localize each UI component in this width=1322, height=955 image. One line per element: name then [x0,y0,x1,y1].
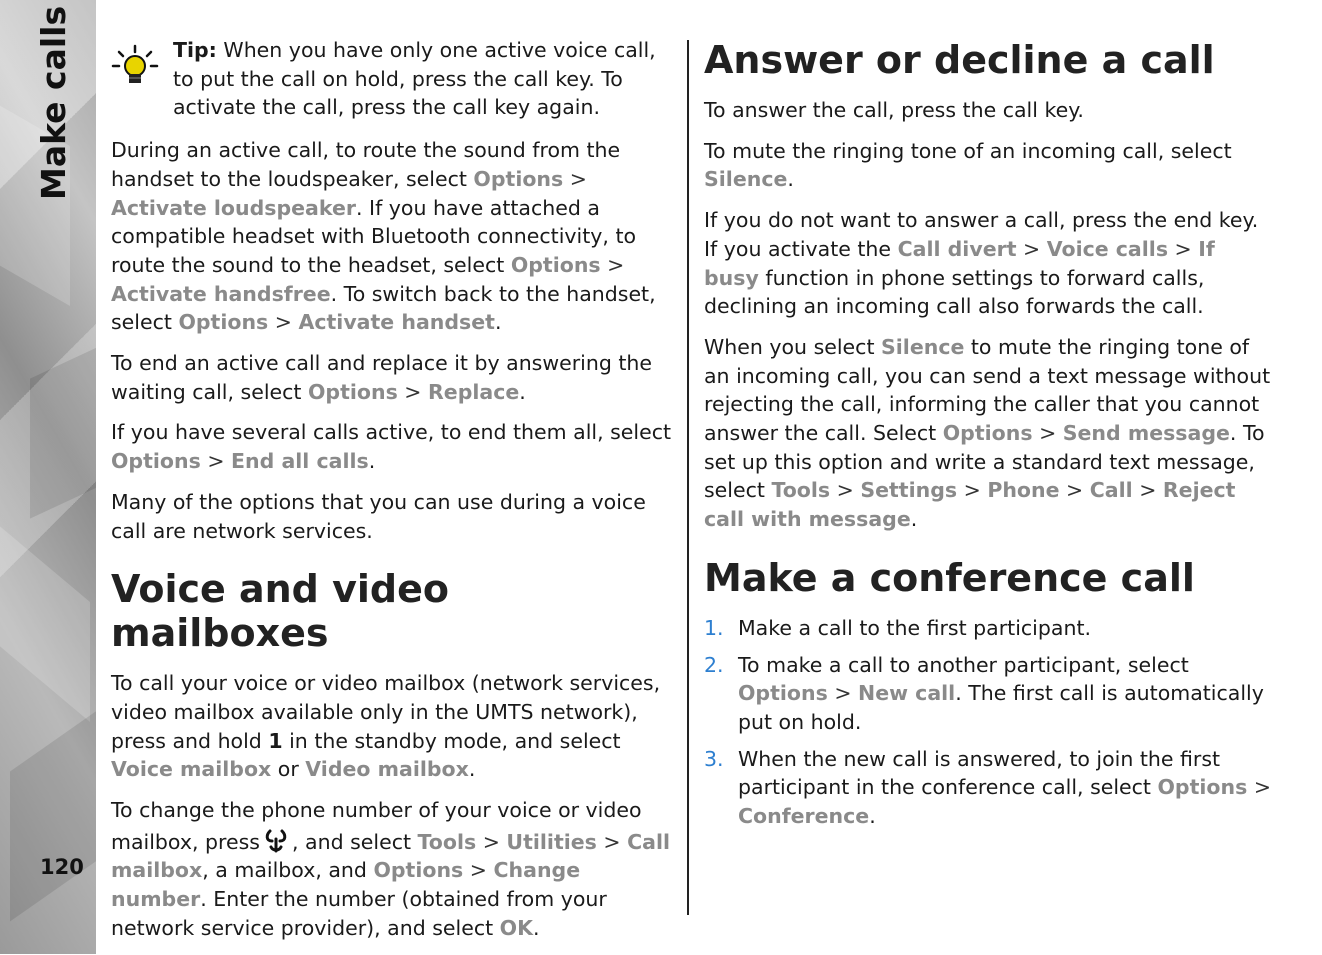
list-item [704,614,1274,643]
path-separator: > [600,252,625,277]
strip-facet [0,518,90,722]
text: When the new call is answered, to join the first participant in the conference call, select [738,746,1221,800]
ui-silence: Silence [704,167,788,192]
path-separator: > [830,478,861,503]
path-separator: > [200,449,232,474]
ui-options: Options [307,379,398,404]
text: . [910,507,918,532]
path-separator: > [827,681,859,706]
text: to mute the ringing tone of an incoming call, you can send a text message without rejecting the call, informing the caller that you cannot answer the call. Select [704,334,1271,446]
text: During an active call, to route the sound from the handset to the loudspeaker, select [111,138,621,191]
text: To make a call to another participant, select [738,652,1189,677]
right-column [704,36,1274,839]
paragraph-change-number [111,796,676,943]
ui-phone: Phone [987,478,1060,503]
ui-settings: Settings [860,478,958,503]
ui-options: Options [373,858,464,883]
menu-key-icon [264,825,288,855]
section-title: Make calls [34,5,73,200]
tip-box [111,36,676,122]
text: , and select [291,829,418,854]
ui-end-all-calls: End all calls [231,449,369,474]
ui-new-call: New call [858,681,956,706]
paragraph-reject-message [704,333,1274,534]
conference-steps [704,614,1274,831]
list-item [704,651,1274,737]
text: To mute the ringing tone of an incoming call, select [704,138,1232,163]
ui-silence: Silence [881,334,965,359]
text: . If you have attached a compatible headset with Bluetooth connectivity, to route the sound to the headset, select [111,195,637,277]
ui-tools: Tools [771,478,831,503]
text: , a mailbox, and [202,858,374,883]
path-separator: > [1059,478,1090,503]
path-separator: > [1032,421,1063,446]
heading-conference: Make a conference call [704,555,1195,600]
text: in the standby mode, and select [282,728,621,753]
ui-call: Call [1089,478,1133,503]
heading-mailboxes: Voice and video mailboxes [111,567,449,656]
path-separator: > [1168,236,1199,261]
paragraph-call-mailbox [111,669,676,784]
paragraph-answer: To answer the call, press the call key. [704,98,1084,122]
path-separator: > [563,166,587,191]
text: . [787,167,794,192]
side-strip [0,0,96,954]
ui-activate-handsfree: Activate handsfree [111,281,331,306]
path-separator: > [397,379,428,404]
text: When you select [704,334,881,359]
ui-tools: Tools [417,829,477,854]
path-separator: > [1132,478,1163,503]
path-separator: > [268,310,299,335]
ui-options: Options [111,449,201,474]
ui-options: Options [1157,775,1248,800]
paragraph-network-services: Many of the options that you can use during a voice call are network services. [111,489,646,543]
text: If you do not want to answer a call, press the end key. If you activate the [704,208,1259,261]
ui-options: Options [942,421,1033,446]
text: To change the phone number of your voice or video mailbox, press [111,798,642,854]
text: . [869,804,876,829]
text: If you have several calls active, to end them all, select [111,420,672,445]
text: or [271,757,306,782]
page-number: 120 [40,855,84,879]
paragraph-end-all [111,418,676,475]
ui-if-busy: If busy [704,236,1215,290]
paragraph-replace [111,349,676,406]
ui-reject-call-with-message: Reject call with message [704,478,1236,532]
text: . [519,379,526,404]
path-separator: > [1247,775,1272,800]
ui-change-number: Change number [111,858,581,912]
text: . [532,915,540,940]
path-separator: > [596,829,628,854]
ui-activate-handset: Activate handset [298,310,495,335]
ui-call-mailbox: Call mailbox [111,829,671,883]
text: . The first call is automatically put on hold. [738,681,1264,734]
ui-voice-calls: Voice calls [1046,236,1169,261]
ui-video-mailbox: Video mailbox [305,757,469,782]
path-separator: > [463,858,494,883]
column-divider [687,40,689,915]
text: To end an active call and replace it by answering the waiting call, select [111,351,653,404]
strip-facet [30,341,96,518]
tip-label: Tip: [173,38,217,62]
lightbulb-icon [111,44,159,88]
ui-options: Options [178,310,269,335]
ui-voice-mailbox: Voice mailbox [111,757,272,782]
path-separator: > [957,478,988,503]
step-number: 1. [704,615,724,640]
paragraph-loudspeaker [111,136,676,337]
ui-options: Options [738,681,828,706]
strip-facet [10,708,96,921]
text: . Enter the number (obtained from your network service provider), and select [111,887,607,940]
paragraph-decline [704,206,1274,321]
path-separator: > [1016,236,1047,261]
path-separator: > [476,829,507,854]
heading-answer-decline: Answer or decline a call [704,38,1215,82]
list-item [704,745,1274,831]
text: . [468,757,476,782]
ui-replace: Replace [428,379,520,404]
ui-utilities: Utilities [506,829,597,854]
step-number: 3. [704,746,724,771]
tip-text: When you have only one active voice call, to put the call on hold, press the call key. To activate the call, press the call key again. [173,38,656,120]
step-number: 2. [704,652,724,677]
ui-activate-loudspeaker: Activate loudspeaker [111,195,356,220]
left-column [111,36,676,955]
ui-send-message: Send message [1062,421,1230,446]
text: . To switch back to the handset, select [111,281,656,335]
text: . To set up this option and write a standard text message, select [704,421,1265,503]
ui-call-divert: Call divert [897,236,1017,261]
text: . [494,310,502,335]
key-label: 1 [268,728,283,753]
ui-ok: OK [499,915,533,940]
paragraph-mute [704,137,1274,194]
ui-conference: Conference [738,804,870,829]
text: To call your voice or video mailbox (network services, video mailbox available only in the UMTS network), press and hold [111,671,661,753]
text: Make a call to the first participant. [738,615,1091,640]
text: function in phone settings to forward calls, declining an incoming call also forwards the call. [704,265,1205,319]
text: . [368,449,376,474]
ui-options: Options [473,166,564,191]
ui-options: Options [510,252,601,277]
